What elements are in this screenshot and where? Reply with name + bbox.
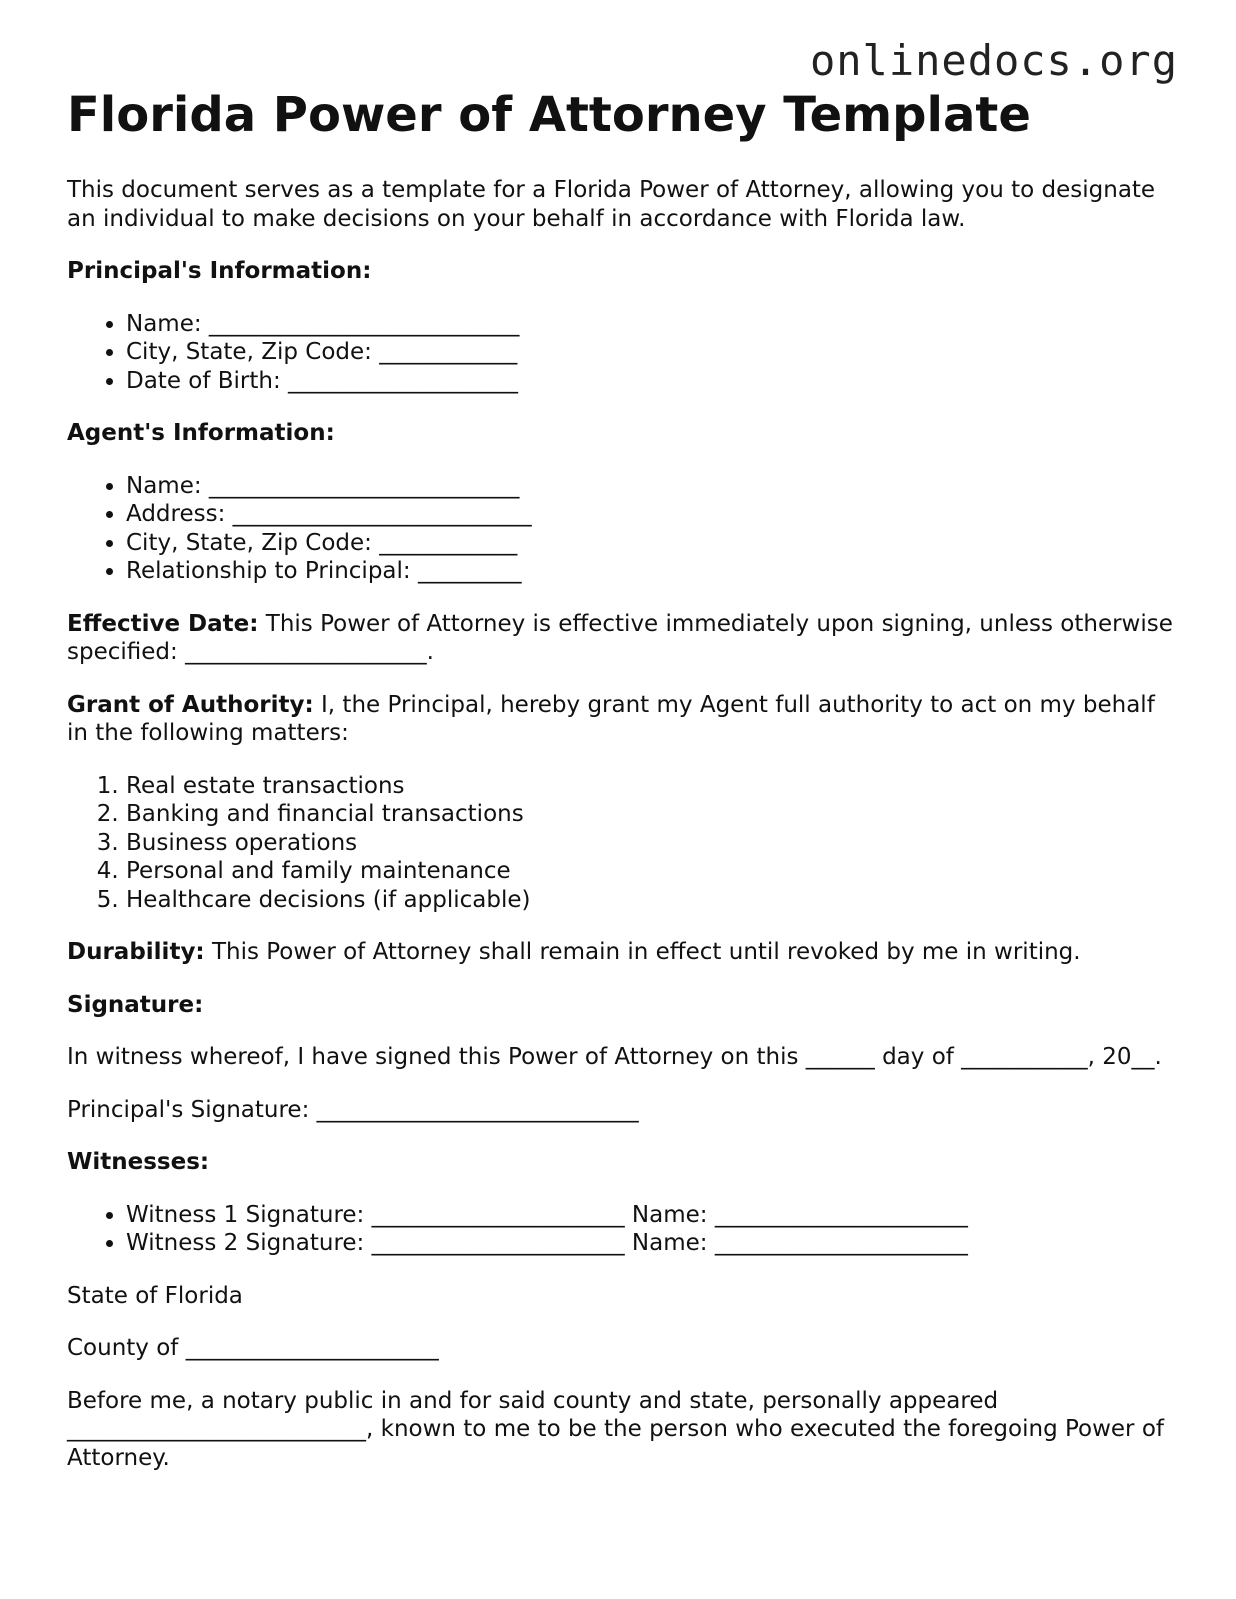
durability-paragraph [67,938,1177,967]
watermark-logo: onlinedocs.org [809,36,1178,85]
agent-fields-list [67,472,1177,586]
grant-label: Grant of Authority: [67,691,314,718]
authority-list [67,772,1177,915]
principal-fields-list [67,310,1177,396]
intro-paragraph: This document serves as a template for a Florida Power of Attorney, allowing you to designate an individual to make decisions on your behalf in accordance with Florida law. [67,177,1156,232]
authority-item: 5. Healthcare decisions (if applicable) [126,886,1177,915]
signature-heading: Signature: [67,991,204,1018]
principal-dob-field: • Date of Birth: ____________________ [126,367,1177,396]
authority-item: 4. Personal and family maintenance [126,857,1177,886]
principal-city-field: • City, State, Zip Code: ____________ [126,338,1177,367]
agent-relationship-field: • Relationship to Principal: _________ [126,557,1177,586]
principal-signature-line: Principal's Signature: ____________________________ [67,1096,639,1123]
authority-item: 1. Real estate transactions [126,772,1177,801]
authority-item: 2. Banking and financial transactions [126,800,1177,829]
notary-text: Before me, a notary public in and for said county and state, personally appeared __________________________, known to me to be the person who executed the foregoing Power of Attorney. [67,1387,1164,1471]
effective-date-text: This Power of Attorney is effective immediately upon signing, unless otherwise specified: _____________________. [67,610,1173,665]
principal-heading: Principal's Information: [67,258,372,284]
witnesses-heading: Witnesses: [67,1149,210,1175]
notary-state: State of Florida [67,1282,243,1309]
witness-2-line: • Witness 2 Signature: ______________________ Name: ______________________ [126,1229,1177,1258]
effective-date-label: Effective Date: [67,610,259,637]
notary-county: County of ______________________ [67,1335,439,1361]
grant-text: I, the Principal, hereby grant my Agent full authority to act on my behalf in the following matters: [67,691,1155,746]
agent-city-field: • City, State, Zip Code: ____________ [126,529,1177,558]
witnesses-list [67,1201,1177,1258]
effective-date-paragraph [67,610,1177,667]
witness-1-line: • Witness 1 Signature: ______________________ Name: ______________________ [126,1201,1177,1230]
agent-name-field: • Name: ___________________________ [126,472,1177,501]
authority-item: 3. Business operations [126,829,1177,858]
principal-name-field: • Name: ___________________________ [126,310,1177,339]
document-page [67,88,1177,1472]
durability-text: This Power of Attorney shall remain in effect until revoked by me in writing. [204,939,1081,965]
agent-address-field: • Address: __________________________ [126,500,1177,529]
agent-heading: Agent's Information: [67,420,335,446]
document-title: Florida Power of Attorney Template [67,87,1031,143]
witness-whereof-text: In witness whereof, I have signed this Power of Attorney on this ______ day of ___________, 20__. [67,1044,1162,1070]
grant-paragraph [67,691,1177,748]
durability-label: Durability: [67,939,205,965]
